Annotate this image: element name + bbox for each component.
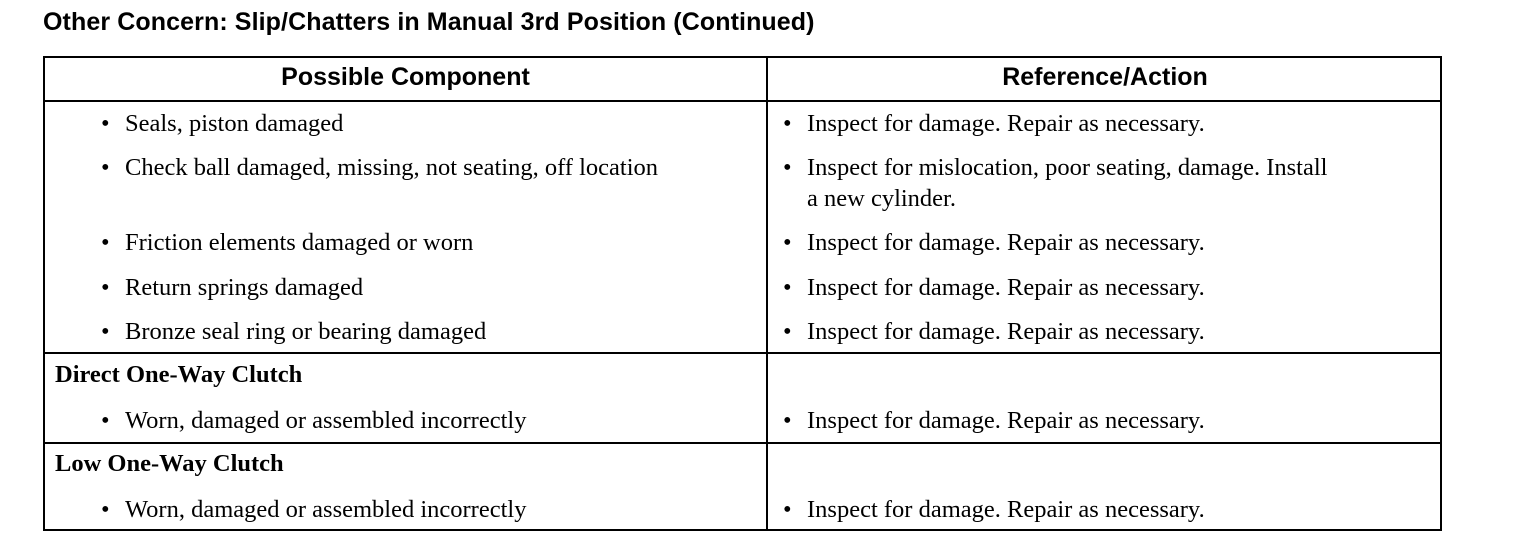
row-divider [45, 352, 1440, 354]
table-header-row [45, 58, 1440, 102]
header-reference-action: Reference/Action [1002, 63, 1208, 91]
component-item: • Return springs damaged [101, 274, 364, 301]
group-heading: Direct One-Way Clutch [55, 361, 303, 388]
component-item: • Worn, damaged or assembled incorrectly [101, 496, 527, 523]
component-item: • Worn, damaged or assembled incorrectly [101, 407, 527, 434]
action-item: • Inspect for damage. Repair as necessary. [783, 496, 1205, 523]
action-item: • Inspect for mislocation, poor seating, damage. Install a new cylinder. [783, 154, 1328, 212]
action-item: • Inspect for damage. Repair as necessary. [783, 407, 1205, 434]
diagnostic-table [43, 56, 1442, 531]
row-divider [45, 442, 1440, 444]
component-item: • Check ball damaged, missing, not seating, off location [101, 154, 658, 181]
action-item: • Inspect for damage. Repair as necessary. [783, 110, 1205, 137]
group-heading: Low One-Way Clutch [55, 450, 284, 477]
component-item: • Bronze seal ring or bearing damaged [101, 318, 487, 345]
action-item: • Inspect for damage. Repair as necessary. [783, 274, 1205, 301]
action-item: • Inspect for damage. Repair as necessary. [783, 318, 1205, 345]
action-item: • Inspect for damage. Repair as necessary. [783, 229, 1205, 256]
component-item: • Seals, piston damaged [101, 110, 344, 137]
column-divider [766, 58, 768, 529]
component-item: • Friction elements damaged or worn [101, 229, 474, 256]
page-title: Other Concern: Slip/Chatters in Manual 3rd Position (Continued) [43, 8, 815, 36]
header-possible-component: Possible Component [281, 63, 530, 91]
